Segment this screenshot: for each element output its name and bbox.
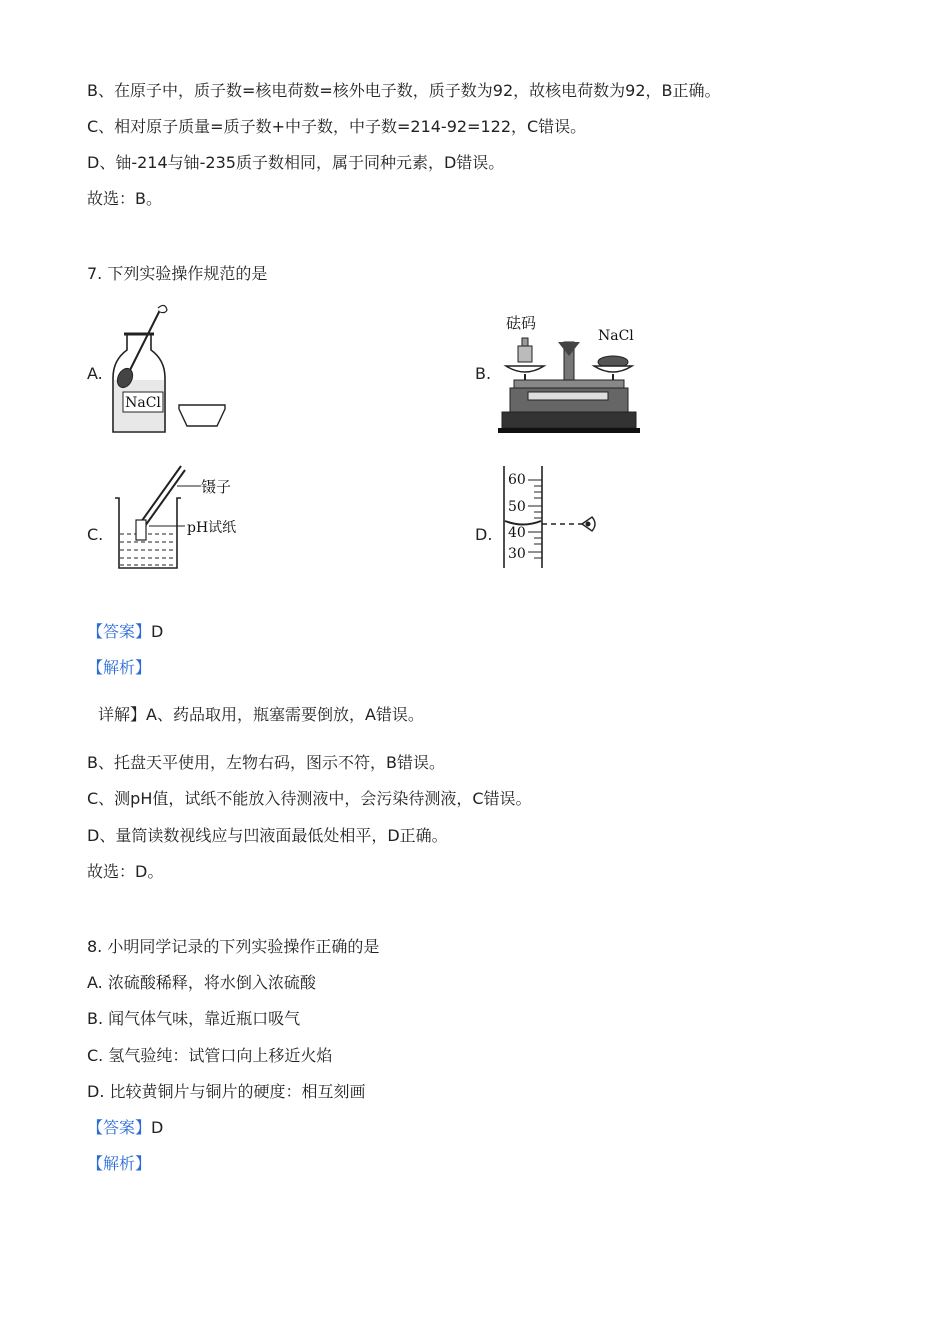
q6-line-d: D、铀-214与铀-235质子数相同，属于同种元素，D错误。 (87, 153, 505, 172)
q8-option: B. 闻气体气味，靠近瓶口吸气 (87, 1009, 301, 1028)
q8-stem: 8. 小明同学记录的下列实验操作正确的是 (87, 937, 380, 956)
tick-label: 40 (508, 525, 526, 541)
q7-analysis-tag: 【解析】 (87, 658, 152, 677)
pan-label: NaCl (598, 328, 634, 344)
q8-option: D. 比较黄铜片与铜片的硬度：相互刻画 (87, 1082, 366, 1101)
q7-analysis-line: 详解】A、药品取用，瓶塞需要倒放，A错误。 (98, 705, 424, 724)
tweezers-label: 镊子 (201, 478, 232, 496)
q7-analysis-line: B、托盘天平使用，左物右码，图示不符，B错误。 (87, 753, 445, 772)
figure-a-reagent-bottle (105, 300, 240, 444)
tick-label: 60 (508, 472, 526, 488)
figure-d-graduated-cylinder (498, 462, 608, 576)
q7-option-a-label: A. (87, 364, 103, 383)
answer-tag: 【答案】 (87, 1118, 152, 1137)
answer-value: D (151, 622, 164, 641)
tick-label: 50 (508, 499, 526, 515)
q7-analysis-line: C、测pH值，试纸不能放入待测液中，会污染待测液，C错误。 (87, 789, 532, 808)
q7-option-c-label: C. (87, 525, 104, 544)
ph-paper-label: pH试纸 (187, 520, 237, 536)
q7-option-b-label: B. (475, 364, 492, 383)
q6-line-c: C、相对原子质量=质子数+中子数，中子数=214-92=122，C错误。 (87, 117, 587, 136)
q7-analysis-line: 故选：D。 (87, 862, 164, 881)
jar-label: NaCl (125, 395, 161, 411)
tick-label: 30 (508, 546, 526, 562)
q8-option: A. 浓硫酸稀释，将水倒入浓硫酸 (87, 973, 316, 992)
q6-line-b: B、在原子中，质子数=核电荷数=核外电子数，质子数为92，故核电荷数为92，B正确。 (87, 81, 721, 100)
q8-option: C. 氢气验纯：试管口向上移近火焰 (87, 1046, 333, 1065)
q7-answer-row (87, 622, 163, 642)
answer-value: D (151, 1118, 164, 1137)
q8-answer-row (87, 1118, 163, 1138)
q7-stem: 7. 下列实验操作规范的是 (87, 264, 268, 283)
q6-choice: 故选：B。 (87, 189, 162, 208)
figure-b-balance (498, 308, 648, 442)
q7-option-d-label: D. (475, 525, 493, 544)
q8-analysis-tag: 【解析】 (87, 1154, 152, 1173)
answer-tag: 【答案】 (87, 622, 152, 641)
q7-analysis-line: D、量筒读数视线应与凹液面最低处相平，D正确。 (87, 826, 448, 845)
figure-c-ph-test (105, 462, 255, 581)
weight-label: 砝码 (506, 314, 537, 332)
